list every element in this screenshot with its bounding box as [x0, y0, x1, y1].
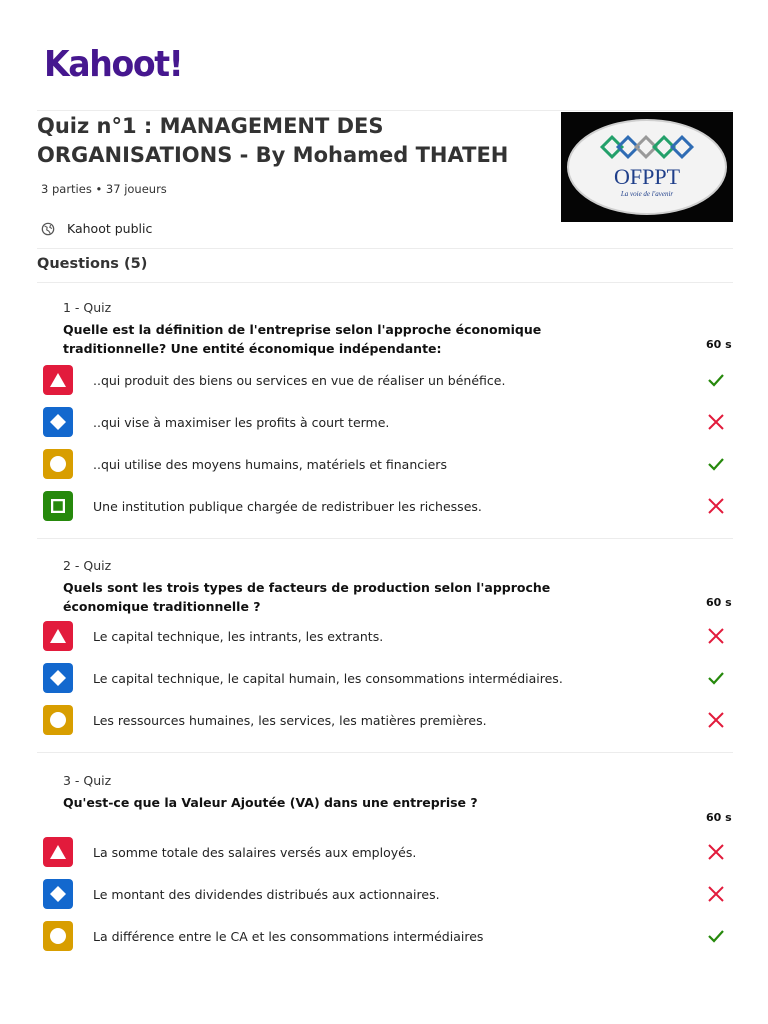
check-icon — [705, 369, 727, 391]
triangle-icon — [43, 837, 73, 867]
answer-text: ..qui produit des biens ou services en vue de réaliser un bénéfice. — [93, 372, 506, 388]
answer-row — [43, 921, 733, 951]
triangle-icon — [43, 365, 73, 395]
circle-icon — [43, 921, 73, 951]
diamond-icon — [43, 407, 73, 437]
divider — [37, 538, 733, 539]
question-label: 2 - Quiz — [63, 558, 112, 573]
cover-tagline: La voie de l'avenir — [620, 190, 674, 198]
cross-icon — [705, 625, 727, 647]
cross-icon — [705, 495, 727, 517]
answer-row — [43, 621, 733, 651]
diamond-icon — [43, 879, 73, 909]
divider — [37, 110, 733, 111]
question-text: Quelle est la définition de l'entreprise selon l'approche économique traditionnelle? Une entité économique indépendante: — [63, 322, 542, 356]
answer-text: Les ressources humaines, les services, les matières premières. — [93, 712, 487, 728]
cross-icon — [705, 883, 727, 905]
answer-text: ..qui vise à maximiser les profits à court terme. — [93, 414, 390, 430]
answer-row — [43, 449, 733, 479]
answer-text: Le capital technique, le capital humain, les consommations intermédiaires. — [93, 670, 563, 686]
answer-text: ..qui utilise des moyens humains, matériels et financiers — [93, 456, 447, 472]
divider — [37, 752, 733, 753]
time-limit: 60 s — [706, 338, 732, 351]
question-text: Quels sont les trois types de facteurs de production selon l'approche économique traditionnelle ? — [63, 580, 551, 614]
circle-icon — [43, 449, 73, 479]
answer-row — [43, 879, 733, 909]
divider — [37, 248, 733, 249]
divider — [37, 282, 733, 283]
quiz-title: Quiz n°1 : MANAGEMENT DES ORGANISATIONS - By Mohamed THATEH — [37, 114, 509, 167]
triangle-icon — [43, 621, 73, 651]
question-label: 1 - Quiz — [63, 300, 112, 315]
diamond-icon — [43, 663, 73, 693]
questions-heading: Questions (5) — [37, 256, 148, 272]
check-icon — [705, 925, 727, 947]
answer-row — [43, 491, 733, 521]
cross-icon — [705, 411, 727, 433]
quiz-meta: 3 parties • 37 joueurs — [41, 182, 167, 196]
quiz-cover-image — [561, 112, 733, 222]
answer-row — [43, 837, 733, 867]
cross-icon — [705, 709, 727, 731]
globe-icon — [41, 222, 55, 236]
question-text: Qu'est-ce que la Valeur Ajoutée (VA) dans une entreprise ? — [63, 795, 478, 810]
circle-icon — [43, 705, 73, 735]
time-limit: 60 s — [706, 811, 732, 824]
answer-text: La différence entre le CA et les consommations intermédiaires — [93, 928, 484, 944]
answer-row — [43, 663, 733, 693]
question-label: 3 - Quiz — [63, 773, 112, 788]
answer-text: Une institution publique chargée de redistribuer les richesses. — [93, 498, 482, 514]
kahoot-logo[interactable]: Kahoot! — [44, 44, 183, 85]
answer-row — [43, 365, 733, 395]
check-icon — [705, 667, 727, 689]
answer-row — [43, 407, 733, 437]
answer-text: Le montant des dividendes distribués aux actionnaires. — [93, 886, 440, 902]
cover-logo-text: OFPPT — [613, 164, 681, 189]
time-limit: 60 s — [706, 596, 732, 609]
answer-text: Le capital technique, les intrants, les extrants. — [93, 628, 384, 644]
answer-row — [43, 705, 733, 735]
check-icon — [705, 453, 727, 475]
cross-icon — [705, 841, 727, 863]
answer-text: La somme totale des salaires versés aux employés. — [93, 844, 417, 860]
visibility-row — [41, 221, 152, 236]
square-icon — [43, 491, 73, 521]
visibility-label: Kahoot public — [67, 221, 153, 236]
